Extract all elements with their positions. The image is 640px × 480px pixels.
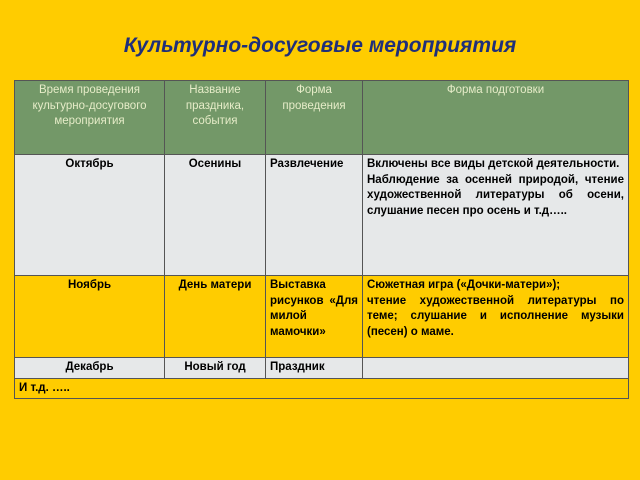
table-row bbox=[15, 276, 629, 358]
preparation-line: Включены все виды детской деятельности. bbox=[367, 158, 620, 170]
cell-event-name: Новый год bbox=[165, 358, 266, 379]
table-footer-row bbox=[15, 378, 629, 399]
preparation-line: чтение художественной литературы по теме; слушание и исполнение музыки (песен) о маме. bbox=[367, 294, 624, 338]
preparation-line: Наблюдение за осенней природой, чтение художественной литературы об осени, слушание песен про осень и т.д….. bbox=[367, 173, 624, 217]
header-time: Время проведения культурно-досугового мероприятия bbox=[15, 81, 165, 155]
cell-time: Октябрь bbox=[15, 155, 165, 276]
cell-form: Праздник bbox=[266, 358, 363, 379]
cell-form: Развлечение bbox=[266, 155, 363, 276]
table-row bbox=[15, 358, 629, 379]
events-table bbox=[14, 80, 629, 399]
cell-preparation bbox=[363, 358, 629, 379]
cell-footer: И т.д. ….. bbox=[15, 378, 629, 399]
page-title: Культурно-досуговые мероприятия bbox=[123, 34, 517, 57]
cell-event-name: День матери bbox=[165, 276, 266, 358]
table-header-row bbox=[15, 81, 629, 155]
preparation-line: Сюжетная игра («Дочки-матери»); bbox=[367, 279, 561, 291]
header-form: Форма проведения bbox=[266, 81, 363, 155]
table-row bbox=[15, 155, 629, 276]
cell-time: Ноябрь bbox=[15, 276, 165, 358]
cell-form: Выставка рисунков «Для милой мамочки» bbox=[266, 276, 363, 358]
cell-event-name: Осенины bbox=[165, 155, 266, 276]
cell-preparation bbox=[363, 276, 629, 358]
cell-preparation bbox=[363, 155, 629, 276]
header-preparation: Форма подготовки bbox=[363, 81, 629, 155]
header-event-name: Название праздника, события bbox=[165, 81, 266, 155]
cell-time: Декабрь bbox=[15, 358, 165, 379]
